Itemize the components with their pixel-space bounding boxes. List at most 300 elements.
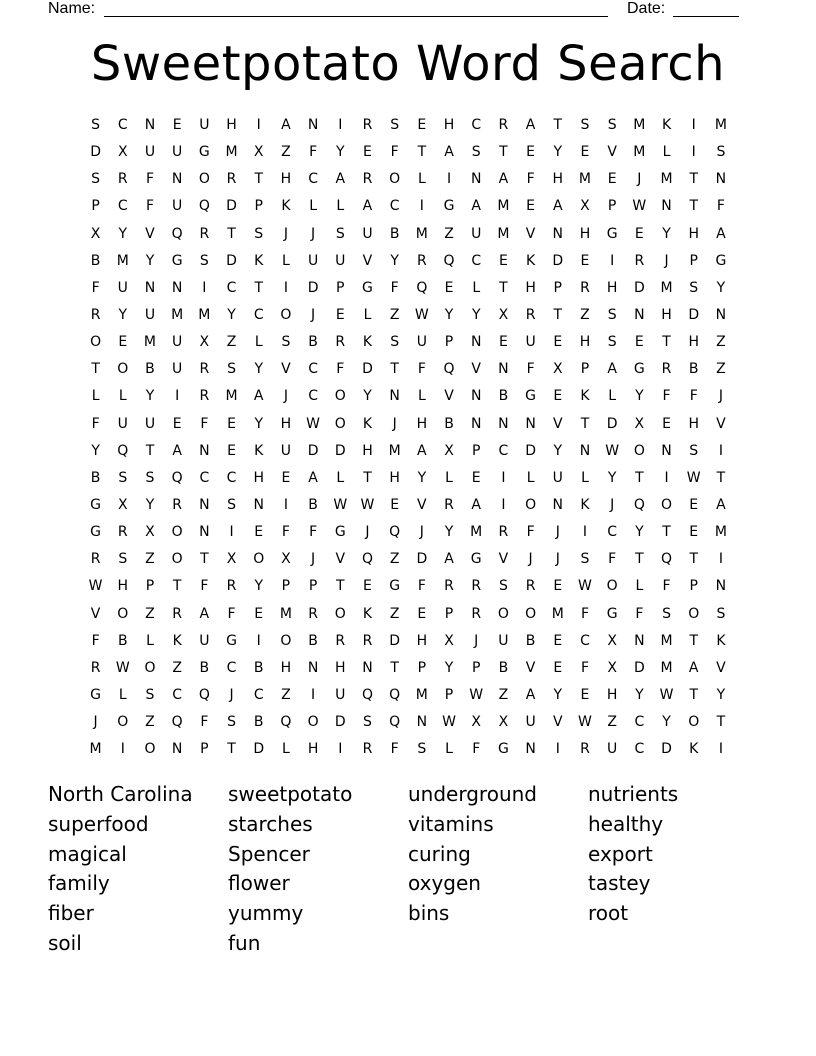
- grid-cell[interactable]: G: [443, 198, 455, 215]
- grid-cell[interactable]: C: [117, 198, 128, 215]
- grid-cell[interactable]: F: [417, 578, 426, 595]
- grid-cell[interactable]: O: [525, 605, 537, 622]
- grid-cell[interactable]: N: [307, 659, 319, 676]
- grid-cell[interactable]: F: [200, 714, 209, 731]
- grid-cell[interactable]: H: [606, 686, 618, 703]
- grid-cell[interactable]: F: [580, 659, 589, 676]
- grid-cell[interactable]: U: [172, 198, 183, 215]
- grid-cell[interactable]: M: [89, 741, 102, 758]
- grid-cell[interactable]: I: [691, 144, 696, 161]
- grid-cell[interactable]: C: [389, 198, 400, 215]
- grid-cell[interactable]: I: [610, 252, 615, 269]
- grid-cell[interactable]: G: [525, 388, 537, 405]
- grid-cell[interactable]: O: [144, 659, 156, 676]
- grid-cell[interactable]: V: [552, 714, 563, 731]
- grid-cell[interactable]: R: [580, 741, 590, 758]
- grid-cell[interactable]: U: [335, 252, 346, 269]
- grid-cell[interactable]: Q: [661, 551, 673, 568]
- grid-cell[interactable]: X: [498, 714, 509, 731]
- grid-cell[interactable]: N: [661, 442, 672, 459]
- grid-cell[interactable]: U: [117, 279, 128, 296]
- grid-cell[interactable]: O: [334, 388, 346, 405]
- grid-cell[interactable]: B: [199, 659, 210, 676]
- grid-cell[interactable]: T: [662, 524, 671, 541]
- grid-cell[interactable]: X: [498, 306, 509, 323]
- grid-cell[interactable]: R: [634, 252, 645, 269]
- grid-cell[interactable]: B: [90, 469, 101, 486]
- grid-cell[interactable]: S: [145, 469, 155, 486]
- grid-cell[interactable]: I: [256, 117, 261, 133]
- grid-cell[interactable]: Y: [336, 144, 345, 161]
- grid-cell[interactable]: I: [229, 524, 234, 541]
- grid-cell[interactable]: E: [580, 686, 590, 703]
- grid-cell[interactable]: Y: [118, 225, 128, 242]
- grid-cell[interactable]: Y: [254, 415, 263, 432]
- grid-cell[interactable]: C: [308, 361, 318, 378]
- grid-cell[interactable]: Q: [171, 714, 183, 731]
- grid-cell[interactable]: T: [172, 578, 182, 595]
- grid-cell[interactable]: J: [311, 306, 316, 323]
- grid-cell[interactable]: E: [526, 144, 536, 161]
- grid-cell[interactable]: V: [90, 605, 101, 622]
- grid-cell[interactable]: Q: [361, 551, 373, 568]
- grid-cell[interactable]: V: [281, 361, 291, 378]
- grid-cell[interactable]: F: [145, 171, 154, 188]
- grid-cell[interactable]: O: [688, 714, 700, 731]
- grid-cell[interactable]: K: [362, 415, 373, 432]
- grid-cell[interactable]: K: [362, 605, 373, 622]
- name-blank-line[interactable]: [104, 16, 608, 17]
- grid-cell[interactable]: I: [664, 469, 669, 486]
- grid-cell[interactable]: D: [307, 279, 319, 296]
- grid-cell[interactable]: L: [254, 334, 263, 351]
- grid-cell[interactable]: Y: [390, 252, 399, 269]
- grid-cell[interactable]: G: [606, 225, 618, 242]
- grid-cell[interactable]: R: [226, 171, 237, 188]
- grid-cell[interactable]: B: [444, 415, 454, 432]
- grid-cell[interactable]: V: [552, 415, 563, 432]
- grid-cell[interactable]: L: [526, 469, 535, 486]
- grid-cell[interactable]: V: [525, 225, 536, 242]
- grid-cell[interactable]: S: [390, 117, 400, 133]
- grid-cell[interactable]: S: [607, 306, 617, 323]
- grid-cell[interactable]: V: [444, 388, 454, 405]
- grid-cell[interactable]: N: [389, 388, 400, 405]
- grid-cell[interactable]: T: [200, 551, 209, 568]
- grid-cell[interactable]: F: [336, 361, 345, 378]
- grid-cell[interactable]: C: [308, 388, 318, 405]
- grid-cell[interactable]: S: [91, 117, 101, 133]
- grid-cell[interactable]: J: [365, 524, 370, 541]
- grid-cell[interactable]: W: [306, 415, 321, 432]
- grid-cell[interactable]: Y: [444, 306, 454, 323]
- grid-cell[interactable]: O: [389, 171, 401, 188]
- grid-cell[interactable]: I: [691, 117, 696, 133]
- grid-cell[interactable]: D: [525, 442, 536, 459]
- grid-cell[interactable]: C: [172, 686, 183, 703]
- grid-cell[interactable]: F: [200, 415, 209, 432]
- grid-cell[interactable]: O: [525, 496, 537, 513]
- grid-cell[interactable]: H: [579, 225, 591, 242]
- grid-cell[interactable]: E: [498, 252, 508, 269]
- grid-cell[interactable]: R: [199, 388, 210, 405]
- grid-cell[interactable]: S: [662, 605, 671, 622]
- grid-cell[interactable]: O: [117, 714, 129, 731]
- grid-cell[interactable]: Y: [662, 714, 671, 731]
- grid-cell[interactable]: I: [718, 741, 723, 758]
- grid-cell[interactable]: A: [444, 551, 454, 568]
- grid-cell[interactable]: G: [389, 578, 401, 595]
- grid-cell[interactable]: N: [199, 496, 210, 513]
- grid-cell[interactable]: N: [715, 578, 727, 595]
- grid-cell[interactable]: Z: [145, 714, 155, 731]
- grid-cell[interactable]: M: [660, 279, 673, 296]
- grid-cell[interactable]: R: [335, 334, 346, 351]
- grid-cell[interactable]: N: [144, 279, 156, 296]
- grid-cell[interactable]: H: [280, 659, 292, 676]
- grid-cell[interactable]: I: [256, 632, 261, 649]
- grid-cell[interactable]: N: [199, 524, 210, 541]
- grid-cell[interactable]: N: [552, 225, 564, 242]
- grid-cell[interactable]: K: [254, 252, 264, 269]
- grid-cell[interactable]: Q: [171, 225, 183, 242]
- grid-cell[interactable]: N: [634, 306, 645, 323]
- grid-cell[interactable]: T: [336, 578, 345, 595]
- grid-cell[interactable]: U: [172, 334, 183, 351]
- grid-cell[interactable]: U: [552, 469, 563, 486]
- grid-cell[interactable]: S: [227, 714, 236, 731]
- grid-cell[interactable]: M: [497, 198, 510, 215]
- grid-cell[interactable]: H: [389, 469, 400, 486]
- grid-cell[interactable]: E: [553, 578, 563, 595]
- grid-cell[interactable]: E: [254, 524, 264, 541]
- grid-cell[interactable]: F: [526, 361, 535, 378]
- grid-cell[interactable]: A: [199, 605, 210, 622]
- grid-cell[interactable]: N: [171, 279, 183, 296]
- grid-cell[interactable]: Y: [417, 469, 427, 486]
- grid-cell[interactable]: V: [498, 551, 509, 568]
- grid-cell[interactable]: K: [281, 198, 291, 215]
- grid-cell[interactable]: L: [282, 252, 290, 269]
- grid-cell[interactable]: Y: [662, 225, 671, 242]
- grid-cell[interactable]: S: [689, 442, 699, 459]
- grid-cell[interactable]: B: [688, 361, 699, 378]
- grid-cell[interactable]: I: [283, 496, 288, 513]
- grid-cell[interactable]: H: [416, 415, 428, 432]
- grid-cell[interactable]: Q: [361, 686, 373, 703]
- grid-cell[interactable]: M: [470, 524, 483, 541]
- grid-cell[interactable]: E: [227, 442, 236, 459]
- grid-cell[interactable]: K: [172, 632, 182, 649]
- grid-cell[interactable]: T: [390, 659, 399, 676]
- grid-cell[interactable]: F: [526, 171, 535, 188]
- grid-cell[interactable]: J: [311, 551, 316, 568]
- grid-cell[interactable]: A: [444, 144, 454, 161]
- grid-cell[interactable]: N: [470, 334, 482, 351]
- grid-cell[interactable]: Q: [198, 686, 210, 703]
- grid-cell[interactable]: U: [362, 225, 373, 242]
- grid-cell[interactable]: T: [254, 279, 263, 296]
- grid-cell[interactable]: L: [146, 632, 154, 649]
- grid-cell[interactable]: F: [526, 524, 535, 541]
- grid-cell[interactable]: E: [172, 117, 182, 133]
- grid-cell[interactable]: R: [416, 252, 427, 269]
- grid-cell[interactable]: J: [392, 415, 397, 432]
- grid-cell[interactable]: C: [580, 632, 590, 649]
- grid-cell[interactable]: K: [580, 496, 590, 513]
- grid-cell[interactable]: P: [281, 578, 291, 595]
- grid-cell[interactable]: C: [634, 714, 645, 731]
- grid-cell[interactable]: O: [117, 605, 129, 622]
- grid-cell[interactable]: T: [417, 144, 427, 161]
- grid-cell[interactable]: U: [416, 334, 427, 351]
- grid-cell[interactable]: E: [607, 171, 617, 188]
- grid-cell[interactable]: O: [253, 551, 265, 568]
- grid-cell[interactable]: D: [253, 741, 265, 758]
- grid-cell[interactable]: N: [307, 117, 319, 133]
- grid-cell[interactable]: N: [525, 415, 536, 432]
- grid-cell[interactable]: M: [415, 686, 428, 703]
- grid-cell[interactable]: R: [172, 605, 183, 622]
- grid-cell[interactable]: X: [471, 714, 482, 731]
- grid-cell[interactable]: H: [606, 279, 618, 296]
- grid-cell[interactable]: E: [335, 306, 345, 323]
- grid-cell[interactable]: S: [91, 171, 101, 188]
- grid-cell[interactable]: Y: [444, 659, 454, 676]
- grid-cell[interactable]: L: [336, 469, 345, 486]
- grid-cell[interactable]: H: [280, 415, 292, 432]
- grid-cell[interactable]: E: [417, 605, 427, 622]
- grid-cell[interactable]: H: [688, 225, 699, 242]
- grid-cell[interactable]: F: [91, 632, 100, 649]
- grid-cell[interactable]: M: [660, 171, 673, 188]
- grid-cell[interactable]: B: [253, 659, 264, 676]
- grid-cell[interactable]: F: [91, 415, 100, 432]
- grid-cell[interactable]: I: [501, 496, 506, 513]
- grid-cell[interactable]: F: [281, 524, 290, 541]
- grid-cell[interactable]: Z: [172, 659, 182, 676]
- grid-cell[interactable]: X: [607, 659, 617, 676]
- grid-cell[interactable]: H: [280, 171, 292, 188]
- grid-cell[interactable]: D: [307, 442, 319, 459]
- grid-cell[interactable]: N: [498, 415, 509, 432]
- grid-cell[interactable]: H: [416, 632, 428, 649]
- grid-cell[interactable]: M: [143, 334, 157, 351]
- grid-cell[interactable]: O: [171, 524, 183, 541]
- grid-cell[interactable]: I: [120, 741, 125, 758]
- grid-cell[interactable]: V: [417, 496, 427, 513]
- grid-cell[interactable]: K: [254, 442, 264, 459]
- grid-cell[interactable]: N: [661, 198, 672, 215]
- grid-cell[interactable]: K: [689, 741, 699, 758]
- grid-cell[interactable]: R: [226, 578, 237, 595]
- grid-cell[interactable]: S: [118, 551, 128, 568]
- grid-cell[interactable]: Z: [580, 306, 590, 323]
- grid-cell[interactable]: A: [552, 198, 563, 215]
- grid-cell[interactable]: K: [661, 117, 672, 133]
- grid-cell[interactable]: A: [362, 198, 373, 215]
- grid-cell[interactable]: B: [308, 496, 318, 513]
- grid-cell[interactable]: P: [308, 578, 318, 595]
- grid-cell[interactable]: P: [689, 252, 698, 269]
- grid-cell[interactable]: N: [470, 171, 482, 188]
- grid-cell[interactable]: Y: [635, 686, 644, 703]
- grid-cell[interactable]: G: [226, 632, 237, 649]
- grid-cell[interactable]: F: [390, 741, 399, 758]
- grid-cell[interactable]: W: [686, 469, 701, 486]
- grid-cell[interactable]: B: [253, 714, 264, 731]
- grid-cell[interactable]: R: [580, 279, 590, 296]
- grid-cell[interactable]: B: [308, 334, 318, 351]
- grid-cell[interactable]: N: [634, 632, 645, 649]
- grid-cell[interactable]: M: [388, 442, 401, 459]
- grid-cell[interactable]: U: [525, 714, 536, 731]
- grid-cell[interactable]: T: [145, 442, 155, 459]
- grid-cell[interactable]: K: [526, 252, 536, 269]
- grid-cell[interactable]: C: [471, 252, 482, 269]
- grid-cell[interactable]: N: [715, 171, 727, 188]
- grid-cell[interactable]: U: [280, 442, 292, 459]
- grid-cell[interactable]: N: [715, 306, 727, 323]
- grid-cell[interactable]: L: [336, 198, 345, 215]
- grid-cell[interactable]: Y: [254, 578, 263, 595]
- grid-cell[interactable]: E: [498, 334, 508, 351]
- grid-cell[interactable]: W: [333, 496, 348, 513]
- grid-cell[interactable]: U: [335, 686, 346, 703]
- grid-cell[interactable]: Q: [389, 686, 401, 703]
- grid-cell[interactable]: G: [633, 361, 645, 378]
- grid-cell[interactable]: Y: [145, 252, 155, 269]
- grid-cell[interactable]: E: [553, 632, 563, 649]
- grid-cell[interactable]: L: [118, 388, 127, 405]
- grid-cell[interactable]: N: [253, 496, 264, 513]
- grid-cell[interactable]: W: [442, 714, 456, 731]
- grid-cell[interactable]: J: [528, 551, 533, 568]
- grid-cell[interactable]: O: [633, 442, 645, 459]
- grid-cell[interactable]: I: [202, 279, 207, 296]
- grid-cell[interactable]: Z: [716, 361, 726, 378]
- grid-cell[interactable]: N: [171, 171, 183, 188]
- grid-cell[interactable]: A: [308, 469, 318, 486]
- grid-cell[interactable]: V: [525, 659, 536, 676]
- grid-cell[interactable]: A: [471, 496, 481, 513]
- grid-cell[interactable]: S: [689, 279, 699, 296]
- grid-cell[interactable]: J: [474, 632, 479, 649]
- grid-cell[interactable]: O: [334, 605, 346, 622]
- grid-cell[interactable]: O: [171, 551, 183, 568]
- grid-cell[interactable]: C: [226, 659, 237, 676]
- grid-cell[interactable]: U: [607, 741, 618, 758]
- grid-cell[interactable]: Y: [716, 686, 726, 703]
- grid-cell[interactable]: F: [309, 144, 318, 161]
- grid-cell[interactable]: S: [716, 605, 726, 622]
- grid-cell[interactable]: H: [117, 578, 129, 595]
- grid-cell[interactable]: P: [553, 279, 562, 296]
- grid-cell[interactable]: A: [417, 442, 427, 459]
- grid-cell[interactable]: J: [283, 225, 288, 242]
- grid-cell[interactable]: M: [714, 117, 727, 133]
- grid-cell[interactable]: D: [90, 144, 101, 161]
- grid-cell[interactable]: F: [472, 741, 481, 758]
- grid-cell[interactable]: U: [307, 252, 319, 269]
- grid-cell[interactable]: E: [553, 334, 563, 351]
- grid-cell[interactable]: J: [311, 225, 316, 242]
- grid-cell[interactable]: Y: [444, 524, 454, 541]
- grid-cell[interactable]: Y: [635, 524, 644, 541]
- grid-cell[interactable]: H: [307, 741, 319, 758]
- grid-cell[interactable]: V: [716, 415, 726, 432]
- grid-cell[interactable]: E: [553, 659, 563, 676]
- grid-cell[interactable]: Q: [389, 524, 401, 541]
- grid-cell[interactable]: X: [117, 144, 128, 161]
- grid-cell[interactable]: D: [633, 659, 645, 676]
- grid-cell[interactable]: N: [362, 659, 373, 676]
- grid-cell[interactable]: P: [580, 361, 590, 378]
- grid-cell[interactable]: L: [417, 171, 426, 188]
- grid-cell[interactable]: W: [632, 198, 647, 215]
- grid-cell[interactable]: R: [444, 496, 454, 513]
- grid-cell[interactable]: E: [689, 524, 699, 541]
- grid-cell[interactable]: M: [497, 225, 510, 242]
- grid-cell[interactable]: Y: [471, 306, 481, 323]
- grid-cell[interactable]: A: [253, 388, 264, 405]
- grid-cell[interactable]: O: [280, 632, 292, 649]
- grid-cell[interactable]: I: [338, 117, 343, 133]
- grid-cell[interactable]: T: [635, 551, 644, 568]
- grid-cell[interactable]: X: [634, 415, 645, 432]
- grid-cell[interactable]: T: [553, 117, 563, 133]
- grid-cell[interactable]: L: [662, 144, 671, 161]
- grid-cell[interactable]: S: [471, 144, 481, 161]
- grid-cell[interactable]: Y: [145, 496, 155, 513]
- grid-cell[interactable]: G: [90, 686, 102, 703]
- grid-cell[interactable]: H: [525, 279, 536, 296]
- grid-cell[interactable]: Y: [227, 306, 236, 323]
- grid-cell[interactable]: Z: [145, 551, 155, 568]
- grid-cell[interactable]: B: [498, 388, 509, 405]
- grid-cell[interactable]: R: [362, 741, 373, 758]
- grid-cell[interactable]: C: [117, 117, 128, 133]
- grid-cell[interactable]: O: [497, 605, 509, 622]
- grid-cell[interactable]: R: [362, 632, 373, 649]
- grid-cell[interactable]: E: [254, 605, 264, 622]
- grid-cell[interactable]: I: [582, 524, 588, 541]
- grid-cell[interactable]: C: [634, 741, 645, 758]
- grid-cell[interactable]: T: [499, 279, 508, 296]
- grid-cell[interactable]: X: [90, 225, 101, 242]
- grid-cell[interactable]: J: [637, 171, 642, 188]
- grid-cell[interactable]: O: [661, 496, 673, 513]
- grid-cell[interactable]: W: [578, 714, 592, 731]
- grid-cell[interactable]: S: [118, 469, 128, 486]
- grid-cell[interactable]: O: [606, 578, 618, 595]
- grid-cell[interactable]: D: [633, 279, 645, 296]
- grid-cell[interactable]: P: [444, 334, 454, 351]
- grid-cell[interactable]: Q: [633, 496, 645, 513]
- grid-cell[interactable]: E: [471, 469, 481, 486]
- grid-cell[interactable]: V: [716, 659, 726, 676]
- grid-cell[interactable]: Z: [389, 306, 400, 323]
- grid-cell[interactable]: M: [660, 659, 673, 676]
- grid-cell[interactable]: I: [283, 279, 288, 296]
- grid-cell[interactable]: U: [144, 306, 156, 323]
- grid-cell[interactable]: E: [553, 388, 563, 405]
- grid-cell[interactable]: L: [118, 686, 127, 703]
- grid-cell[interactable]: C: [226, 469, 237, 486]
- grid-cell[interactable]: T: [553, 306, 563, 323]
- grid-cell[interactable]: Z: [389, 605, 400, 622]
- grid-cell[interactable]: O: [307, 714, 319, 731]
